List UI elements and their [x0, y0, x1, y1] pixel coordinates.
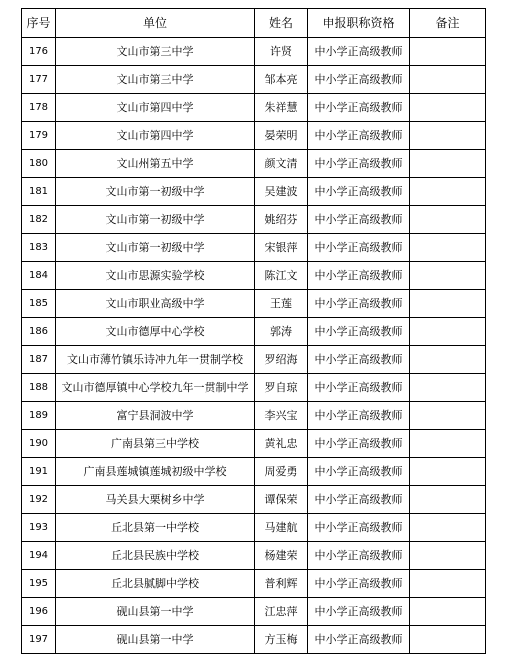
table-body — [22, 38, 486, 654]
unit-cell: 文山市思源实验学校 — [56, 262, 255, 290]
seq-cell: 192 — [22, 486, 56, 514]
table-row — [22, 570, 486, 598]
title-cell: 中小学正高级教师 — [308, 262, 410, 290]
header-row — [22, 9, 486, 38]
table-row — [22, 66, 486, 94]
note-cell — [410, 38, 486, 66]
table-row — [22, 206, 486, 234]
unit-cell: 丘北县第一中学校 — [56, 514, 255, 542]
header-seq: 序号 — [22, 9, 56, 38]
name-cell: 姚绍芬 — [255, 206, 308, 234]
table-row — [22, 94, 486, 122]
title-cell: 中小学正高级教师 — [308, 430, 410, 458]
title-cell: 中小学正高级教师 — [308, 374, 410, 402]
seq-cell: 194 — [22, 542, 56, 570]
roster-table — [21, 8, 486, 654]
unit-cell: 文山市第一初级中学 — [56, 234, 255, 262]
table-row — [22, 430, 486, 458]
seq-cell: 187 — [22, 346, 56, 374]
note-cell — [410, 262, 486, 290]
seq-cell: 185 — [22, 290, 56, 318]
table-row — [22, 122, 486, 150]
note-cell — [410, 66, 486, 94]
table-row — [22, 150, 486, 178]
unit-cell: 文山市第一初级中学 — [56, 178, 255, 206]
note-cell — [410, 542, 486, 570]
unit-cell: 文山市第四中学 — [56, 122, 255, 150]
name-cell: 许贤 — [255, 38, 308, 66]
title-cell: 中小学正高级教师 — [308, 598, 410, 626]
header-unit: 单位 — [56, 9, 255, 38]
unit-cell: 广南县莲城镇莲城初级中学校 — [56, 458, 255, 486]
table-row — [22, 626, 486, 654]
note-cell — [410, 430, 486, 458]
seq-cell: 190 — [22, 430, 56, 458]
name-cell: 杨建荣 — [255, 542, 308, 570]
table-row — [22, 542, 486, 570]
title-cell: 中小学正高级教师 — [308, 514, 410, 542]
note-cell — [410, 570, 486, 598]
note-cell — [410, 150, 486, 178]
seq-cell: 179 — [22, 122, 56, 150]
unit-cell: 文山市第三中学 — [56, 66, 255, 94]
seq-cell: 188 — [22, 374, 56, 402]
name-cell: 江忠萍 — [255, 598, 308, 626]
seq-cell: 193 — [22, 514, 56, 542]
name-cell: 王莲 — [255, 290, 308, 318]
name-cell: 吴建波 — [255, 178, 308, 206]
header-name: 姓名 — [255, 9, 308, 38]
unit-cell: 文山市第四中学 — [56, 94, 255, 122]
note-cell — [410, 234, 486, 262]
title-cell: 中小学正高级教师 — [308, 486, 410, 514]
note-cell — [410, 206, 486, 234]
seq-cell: 178 — [22, 94, 56, 122]
note-cell — [410, 122, 486, 150]
unit-cell: 砚山县第一中学 — [56, 598, 255, 626]
title-cell: 中小学正高级教师 — [308, 458, 410, 486]
name-cell: 朱祥慧 — [255, 94, 308, 122]
title-cell: 中小学正高级教师 — [308, 626, 410, 654]
table-row — [22, 262, 486, 290]
seq-cell: 197 — [22, 626, 56, 654]
table-row — [22, 346, 486, 374]
name-cell: 黄礼忠 — [255, 430, 308, 458]
seq-cell: 189 — [22, 402, 56, 430]
unit-cell: 马关县大栗树乡中学 — [56, 486, 255, 514]
table-row — [22, 38, 486, 66]
table-row — [22, 374, 486, 402]
seq-cell: 196 — [22, 598, 56, 626]
seq-cell: 177 — [22, 66, 56, 94]
note-cell — [410, 458, 486, 486]
name-cell: 晏荣明 — [255, 122, 308, 150]
note-cell — [410, 374, 486, 402]
unit-cell: 广南县第三中学校 — [56, 430, 255, 458]
note-cell — [410, 290, 486, 318]
table-row — [22, 402, 486, 430]
table-row — [22, 514, 486, 542]
table-row — [22, 486, 486, 514]
note-cell — [410, 94, 486, 122]
table-row — [22, 598, 486, 626]
seq-cell: 186 — [22, 318, 56, 346]
name-cell: 罗自琼 — [255, 374, 308, 402]
name-cell: 罗绍海 — [255, 346, 308, 374]
title-cell: 中小学正高级教师 — [308, 122, 410, 150]
unit-cell: 文山市职业高级中学 — [56, 290, 255, 318]
seq-cell: 176 — [22, 38, 56, 66]
name-cell: 邹本亮 — [255, 66, 308, 94]
unit-cell: 富宁县洞波中学 — [56, 402, 255, 430]
note-cell — [410, 318, 486, 346]
unit-cell: 丘北县腻脚中学校 — [56, 570, 255, 598]
unit-cell: 文山市德厚镇中心学校九年一贯制中学 — [56, 374, 255, 402]
header-note: 备注 — [410, 9, 486, 38]
seq-cell: 182 — [22, 206, 56, 234]
note-cell — [410, 486, 486, 514]
unit-cell: 文山州第五中学 — [56, 150, 255, 178]
name-cell: 普利辉 — [255, 570, 308, 598]
name-cell: 周爱勇 — [255, 458, 308, 486]
unit-cell: 文山市薄竹镇乐诗冲九年一贯制学校 — [56, 346, 255, 374]
table-row — [22, 318, 486, 346]
table-row — [22, 458, 486, 486]
title-cell: 中小学正高级教师 — [308, 318, 410, 346]
table-row — [22, 178, 486, 206]
title-cell: 中小学正高级教师 — [308, 402, 410, 430]
table-row — [22, 234, 486, 262]
note-cell — [410, 178, 486, 206]
title-cell: 中小学正高级教师 — [308, 290, 410, 318]
title-cell: 中小学正高级教师 — [308, 234, 410, 262]
title-cell: 中小学正高级教师 — [308, 66, 410, 94]
title-cell: 中小学正高级教师 — [308, 346, 410, 374]
title-cell: 中小学正高级教师 — [308, 570, 410, 598]
note-cell — [410, 402, 486, 430]
note-cell — [410, 346, 486, 374]
seq-cell: 181 — [22, 178, 56, 206]
name-cell: 宋银萍 — [255, 234, 308, 262]
name-cell: 颜文清 — [255, 150, 308, 178]
seq-cell: 191 — [22, 458, 56, 486]
table-header — [22, 9, 486, 38]
unit-cell: 丘北县民族中学校 — [56, 542, 255, 570]
note-cell — [410, 598, 486, 626]
name-cell: 马建航 — [255, 514, 308, 542]
title-cell: 中小学正高级教师 — [308, 94, 410, 122]
unit-cell: 文山市德厚中心学校 — [56, 318, 255, 346]
title-cell: 中小学正高级教师 — [308, 178, 410, 206]
title-cell: 中小学正高级教师 — [308, 150, 410, 178]
seq-cell: 195 — [22, 570, 56, 598]
seq-cell: 180 — [22, 150, 56, 178]
seq-cell: 184 — [22, 262, 56, 290]
unit-cell: 砚山县第一中学 — [56, 626, 255, 654]
name-cell: 方玉梅 — [255, 626, 308, 654]
header-title: 申报职称资格 — [308, 9, 410, 38]
title-cell: 中小学正高级教师 — [308, 38, 410, 66]
name-cell: 陈江文 — [255, 262, 308, 290]
name-cell: 李兴宝 — [255, 402, 308, 430]
note-cell — [410, 626, 486, 654]
unit-cell: 文山市第一初级中学 — [56, 206, 255, 234]
unit-cell: 文山市第三中学 — [56, 38, 255, 66]
title-cell: 中小学正高级教师 — [308, 206, 410, 234]
name-cell: 谭保荣 — [255, 486, 308, 514]
name-cell: 郭涛 — [255, 318, 308, 346]
table-row — [22, 290, 486, 318]
title-cell: 中小学正高级教师 — [308, 542, 410, 570]
note-cell — [410, 514, 486, 542]
seq-cell: 183 — [22, 234, 56, 262]
